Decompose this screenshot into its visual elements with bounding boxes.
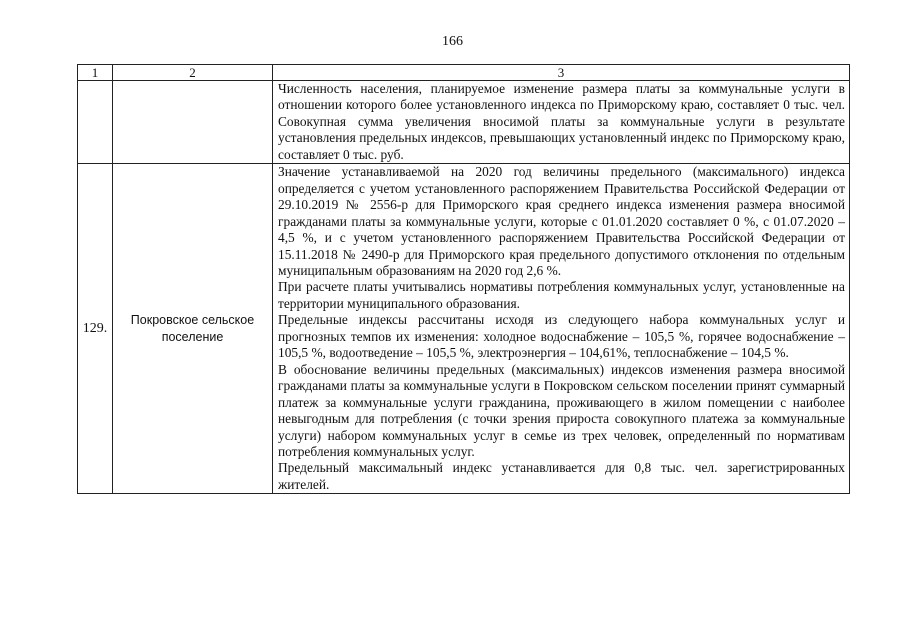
municipality-name: Покровское сельское поселение	[113, 164, 273, 494]
paragraph-population: Предельный максимальный индекс устанавливается для 0,8 тыс. чел. зарегистрированных жителей.	[278, 460, 845, 492]
paragraph-justification: В обоснование величины предельных (максимальных) индексов изменения размера вносимой гражданами платы за коммунальные услуги в Покровском сельском поселении принят суммарный платеж за коммунальные услуги гражданина, проживающего в жилом помещении с наиболее невыгодным для потребления (с точки зрения прироста совокупного платежа за коммунальные услуги) набором коммунальных услуг в семье из трех человек, определенный по нормативам потребления коммунальных услуг.	[278, 361, 845, 459]
column-header-3: 3	[273, 65, 850, 81]
column-header-1: 1	[78, 65, 113, 81]
continuation-name-cell	[113, 81, 273, 164]
continuation-text-cell	[273, 81, 850, 164]
paragraph-service-indices: Предельные индексы рассчитаны исходя из следующего набора коммунальных услуг и прогнозных темпов их изменения: холодное водоснабжение – 105,5 %, горячее водоснабжение – 105,5 %, водоотведение – 105,5 %, электроэнергия – 104,61%, теплоснабжение – 104,5 %.	[278, 312, 845, 361]
row-number: 129.	[78, 164, 113, 494]
row-description-cell	[273, 164, 850, 494]
continuation-paragraph: Численность населения, планируемое изменение размера платы за коммунальные услуги в отношении которого более установленного индекса по Приморскому краю, составляет 0 тыс. чел. Совокупная сумма увеличения вносимой платы за коммунальные услуги в результате установления предельных индексов, превышающих установленный индекс по Приморскому краю, составляет 0 тыс. руб.	[278, 81, 845, 162]
paragraph-consumption-norms: При расчете платы учитывались нормативы потребления коммунальных услуг, установленные на территории муниципального образования.	[278, 279, 845, 311]
continuation-row	[78, 81, 850, 164]
paragraph-index-value: Значение устанавливаемой на 2020 год величины предельного (максимального) индекса определяется с учетом установленного распоряжением Правительства Российской Федерации от 29.10.2019 № 2556-р для Приморского края среднего индекса изменения размера вносимой гражданами платы за коммунальные услуги, которые с 01.01.2020 составляет 0 %, с 01.07.2020 – 4,5 %, и с учетом установленного распоряжением Правительства Российской Федерации от 15.11.2018 № 2490-р для Приморского края предельного допустимого отклонения по отдельным муниципальным образованиям на 2020 год 2,6 %.	[278, 164, 845, 278]
table-row	[78, 164, 850, 494]
page-number: 166	[442, 34, 463, 49]
table-header-row	[78, 65, 850, 81]
column-header-2: 2	[113, 65, 273, 81]
tariff-index-table	[77, 64, 850, 494]
continuation-number-cell	[78, 81, 113, 164]
